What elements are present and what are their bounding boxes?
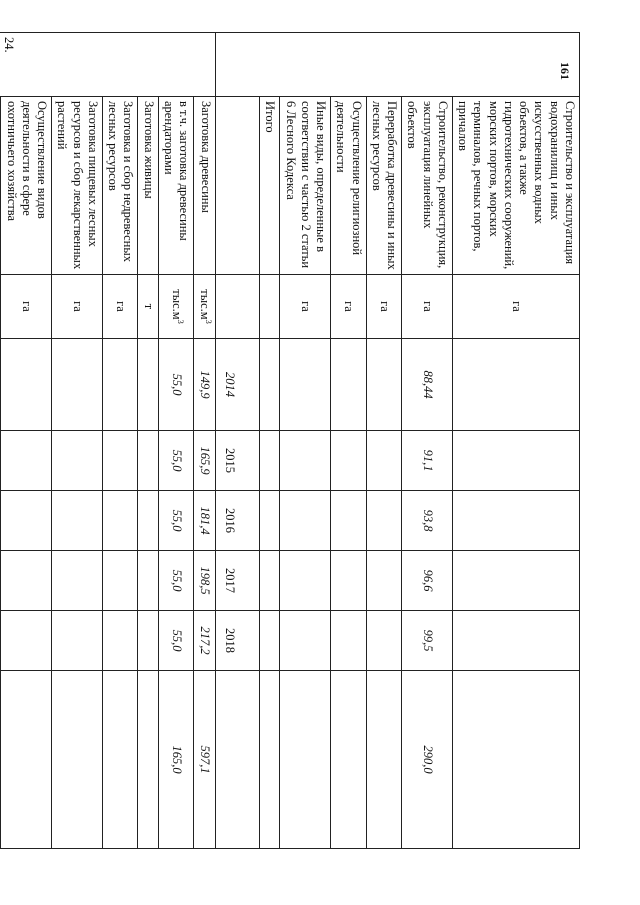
unit-superscript: 3 bbox=[175, 319, 185, 324]
value-cell bbox=[1, 491, 52, 551]
region_rows-row bbox=[158, 33, 194, 849]
year-header: 2018 bbox=[216, 611, 260, 671]
year-header: 2017 bbox=[216, 551, 260, 611]
value-cell bbox=[366, 611, 402, 671]
region_rows-row bbox=[194, 33, 216, 849]
value-cell bbox=[103, 611, 139, 671]
value-cell: 165,0 bbox=[158, 671, 194, 849]
years-row bbox=[216, 33, 260, 849]
value-cell bbox=[280, 339, 331, 431]
unit-text: т bbox=[141, 303, 156, 310]
value-cell bbox=[0, 611, 1, 671]
value-cell: 181,4 bbox=[194, 491, 216, 551]
unit-cell bbox=[260, 275, 280, 339]
value-cell bbox=[0, 431, 1, 491]
unit-text: га bbox=[113, 301, 128, 312]
value-cell: 55,0 bbox=[158, 431, 194, 491]
unit-text: тыс.м bbox=[198, 289, 213, 320]
region_rows-row bbox=[0, 33, 1, 849]
rows-row bbox=[366, 33, 402, 849]
years-row-empty bbox=[216, 97, 260, 275]
region_rows-row bbox=[103, 33, 139, 849]
value-cell bbox=[138, 671, 158, 849]
value-cell bbox=[103, 491, 139, 551]
value-cell bbox=[1, 339, 52, 431]
value-cell bbox=[138, 551, 158, 611]
value-cell bbox=[260, 339, 280, 431]
rotated-table-container bbox=[1, 32, 580, 848]
value-cell bbox=[0, 491, 1, 551]
rows-row bbox=[280, 33, 331, 849]
year-header: 2016 bbox=[216, 491, 260, 551]
years-row-empty bbox=[216, 275, 260, 339]
region-name: 24. bbox=[0, 33, 216, 97]
value-cell bbox=[280, 671, 331, 849]
unit-cell bbox=[1, 275, 52, 339]
value-cell: 99,5 bbox=[402, 611, 453, 671]
value-cell: 55,0 bbox=[158, 551, 194, 611]
value-cell bbox=[0, 339, 1, 431]
activity-name: Итого bbox=[260, 97, 280, 275]
unit-cell bbox=[453, 275, 580, 339]
unit-cell bbox=[331, 275, 367, 339]
unit-text: га bbox=[342, 301, 357, 312]
unit-cell bbox=[52, 275, 103, 339]
value-cell bbox=[453, 491, 580, 551]
activity-name: Заготовка пищевых лесных ресурсов и сбор лекарственных растений bbox=[52, 97, 103, 275]
value-cell bbox=[138, 491, 158, 551]
value-cell: 93,8 bbox=[402, 491, 453, 551]
value-cell bbox=[453, 339, 580, 431]
unit-cell bbox=[366, 275, 402, 339]
unit-cell bbox=[103, 275, 139, 339]
forest-use-table bbox=[0, 32, 580, 849]
value-cell: 217,2 bbox=[194, 611, 216, 671]
value-cell bbox=[260, 671, 280, 849]
activity-name bbox=[0, 97, 1, 275]
value-cell bbox=[138, 339, 158, 431]
value-cell bbox=[331, 491, 367, 551]
value-cell bbox=[0, 671, 1, 849]
value-cell bbox=[331, 671, 367, 849]
value-cell: 55,0 bbox=[158, 491, 194, 551]
value-cell bbox=[103, 431, 139, 491]
value-cell: 149,9 bbox=[194, 339, 216, 431]
value-cell bbox=[331, 339, 367, 431]
value-cell bbox=[52, 339, 103, 431]
value-cell bbox=[260, 611, 280, 671]
unit-text: га bbox=[70, 301, 85, 312]
rows-row bbox=[402, 33, 453, 849]
activity-name: Осуществление религиозной деятельности bbox=[331, 97, 367, 275]
unit-cell bbox=[158, 275, 194, 339]
unit-cell bbox=[280, 275, 331, 339]
value-cell bbox=[280, 431, 331, 491]
unit-superscript: 3 bbox=[204, 319, 214, 324]
activity-name: Заготовка и сбор недревесных лесных ресурсов bbox=[103, 97, 139, 275]
activity-name: Заготовка древесины bbox=[194, 97, 216, 275]
unit-text: га bbox=[299, 301, 313, 312]
value-cell bbox=[331, 431, 367, 491]
activity-name: Строительство и эксплуатация водохранилищ и иных искусственных водных объектов, а также гидротехнических сооружений, морских портов, морских терминалов, речных портов, причалов bbox=[453, 97, 580, 275]
year-header: 2015 bbox=[216, 431, 260, 491]
activity-name: Осуществление видов деятельности в сфере охотничьего хозяйства bbox=[1, 97, 52, 275]
value-cell bbox=[331, 611, 367, 671]
unit-cell bbox=[138, 275, 158, 339]
page-number: 161 bbox=[558, 62, 572, 80]
value-cell bbox=[280, 491, 331, 551]
value-cell bbox=[260, 431, 280, 491]
value-cell bbox=[0, 551, 1, 611]
activity-name: Переработка древесины и иных лесных ресурсов bbox=[366, 97, 402, 275]
unit-cell bbox=[0, 275, 1, 339]
value-cell bbox=[453, 671, 580, 849]
value-cell bbox=[260, 491, 280, 551]
value-cell: 597,1 bbox=[194, 671, 216, 849]
unit-text: га bbox=[420, 301, 435, 312]
value-cell: 96,6 bbox=[402, 551, 453, 611]
value-cell bbox=[453, 431, 580, 491]
value-cell bbox=[1, 551, 52, 611]
value-cell: 91,1 bbox=[402, 431, 453, 491]
value-cell bbox=[52, 611, 103, 671]
rows-row bbox=[331, 33, 367, 849]
value-cell bbox=[280, 611, 331, 671]
value-cell bbox=[453, 611, 580, 671]
value-cell bbox=[52, 431, 103, 491]
value-cell: 198,5 bbox=[194, 551, 216, 611]
value-cell: 55,0 bbox=[158, 339, 194, 431]
region_rows-row bbox=[1, 33, 52, 849]
value-cell bbox=[366, 491, 402, 551]
value-cell bbox=[366, 671, 402, 849]
unit-text: га bbox=[20, 301, 34, 312]
value-cell bbox=[366, 339, 402, 431]
value-cell bbox=[366, 431, 402, 491]
activity-name: Иные виды, определенные в соответствии с частью 2 статьи 6 Лесного Кодекса bbox=[280, 97, 331, 275]
rows-row bbox=[453, 33, 580, 849]
group-cell-empty bbox=[216, 33, 580, 97]
value-cell: 55,0 bbox=[158, 611, 194, 671]
year-header: 2014 bbox=[216, 339, 260, 431]
value-cell bbox=[138, 431, 158, 491]
value-cell bbox=[1, 671, 52, 849]
unit-cell bbox=[402, 275, 453, 339]
value-cell bbox=[260, 551, 280, 611]
activity-name: Строительство, реконструкция, эксплуатация линейных объектов bbox=[402, 97, 453, 275]
value-cell bbox=[1, 431, 52, 491]
value-cell bbox=[52, 551, 103, 611]
value-cell bbox=[52, 671, 103, 849]
value-cell bbox=[103, 339, 139, 431]
value-cell bbox=[138, 611, 158, 671]
value-cell bbox=[366, 551, 402, 611]
activity-name: Заготовка живицы bbox=[138, 97, 158, 275]
region_rows-row bbox=[52, 33, 103, 849]
activity-name: в т.ч. заготовка древесины арендаторами bbox=[158, 97, 194, 275]
rows-row bbox=[260, 33, 280, 849]
value-cell bbox=[103, 551, 139, 611]
value-cell bbox=[280, 551, 331, 611]
years-row-empty bbox=[216, 671, 260, 849]
region_rows-row bbox=[138, 33, 158, 849]
value-cell: 290,0 bbox=[402, 671, 453, 849]
value-cell bbox=[1, 611, 52, 671]
value-cell bbox=[453, 551, 580, 611]
unit-text: тыс.м bbox=[169, 289, 184, 320]
unit-text: га bbox=[509, 301, 524, 312]
unit-text: га bbox=[377, 301, 392, 312]
value-cell bbox=[331, 551, 367, 611]
value-cell bbox=[103, 671, 139, 849]
value-cell: 88,44 bbox=[402, 339, 453, 431]
value-cell: 165,9 bbox=[194, 431, 216, 491]
unit-cell bbox=[194, 275, 216, 339]
value-cell bbox=[52, 491, 103, 551]
